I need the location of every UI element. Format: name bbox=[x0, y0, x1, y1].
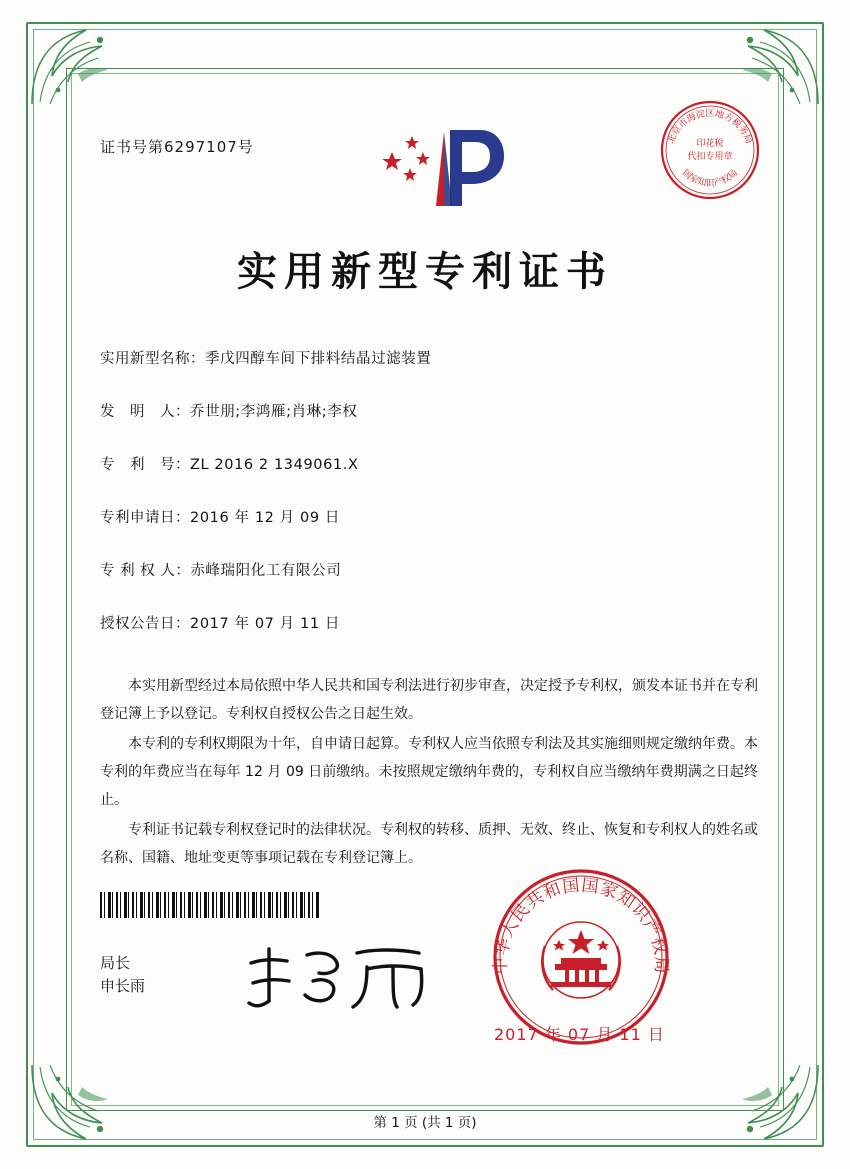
field-grant-announcement-date bbox=[100, 612, 764, 633]
legal-paragraph-1: 本实用新型经过本局依照中华人民共和国专利法进行初步审查，决定授予专利权，颁发本证书并在专利登记簿上予以登记。专利权自授权公告之日起生效。 bbox=[100, 678, 758, 722]
field-label: 专 利 权 人： bbox=[100, 563, 191, 579]
tax-stamp-seal bbox=[654, 94, 766, 206]
page-footer: 第 1 页 (共 1 页) bbox=[373, 1115, 477, 1131]
svg-text:国家知识产权局: 国家知识产权局 bbox=[680, 168, 740, 189]
svg-text:北京市海淀区地方税务局: 北京市海淀区地方税务局 bbox=[666, 109, 754, 146]
director-name-label: 申长雨 bbox=[100, 977, 146, 996]
field-value: 乔世朋;李鸿雁;肖琳;李权 bbox=[190, 404, 358, 420]
barcode-strip bbox=[100, 892, 320, 918]
field-label: 专利申请日： bbox=[100, 510, 190, 526]
legal-paragraph-2: 本专利的专利权期限为十年，自申请日起算。专利权人应当依照专利法及其实施细则规定缴纳年费。本专利的年费应当在每年 12 月 09 日前缴纳。未按照规定缴纳年费的，专利权自应当缴纳年费期满之日起终止。 bbox=[100, 736, 758, 808]
handwritten-signature bbox=[241, 937, 441, 1017]
signature-labels bbox=[100, 952, 145, 999]
legal-text bbox=[100, 672, 758, 874]
field-list bbox=[100, 347, 764, 665]
field-application-date bbox=[100, 506, 764, 527]
field-patent-number bbox=[100, 453, 764, 474]
svg-text:印花税: 印花税 bbox=[696, 139, 724, 149]
field-label: 发 明 人： bbox=[100, 404, 190, 420]
field-value: 2017 年 07 月 11 日 bbox=[190, 616, 340, 632]
field-value: ZL 2016 2 1349061.X bbox=[190, 457, 359, 473]
director-role-label: 局长 bbox=[100, 954, 131, 972]
field-label: 专 利 号： bbox=[100, 457, 190, 473]
field-value: 季戊四醇车间下排料结晶过滤装置 bbox=[205, 351, 432, 367]
field-label: 实用新型名称： bbox=[100, 351, 205, 367]
field-utility-model-name bbox=[100, 347, 764, 368]
cnipa-logo-icon bbox=[376, 122, 516, 212]
field-value: 赤峰瑞阳化工有限公司 bbox=[190, 563, 342, 579]
field-inventors bbox=[100, 400, 764, 421]
certificate-content bbox=[86, 92, 764, 1091]
svg-text:中华人民共和国国家知识产权局: 中华人民共和国国家知识产权局 bbox=[490, 875, 672, 975]
legal-paragraph-3: 专利证书记载专利权登记时的法律状况。专利权的转移、质押、无效、终止、恢复和专利权人的姓名或名称、国籍、地址变更等事项记载在专利登记簿上。 bbox=[100, 822, 758, 866]
field-patentee bbox=[100, 559, 764, 580]
certificate-number: 证书号第6297107号 bbox=[100, 138, 254, 156]
seal-date: 2017 年 07 月 11 日 bbox=[494, 1025, 665, 1044]
page-title: 实用新型专利证书 bbox=[237, 249, 613, 295]
svg-text:代扣专用章: 代扣专用章 bbox=[687, 152, 733, 162]
field-value: 2016 年 12 月 09 日 bbox=[190, 510, 340, 526]
field-label: 授权公告日： bbox=[100, 616, 190, 632]
